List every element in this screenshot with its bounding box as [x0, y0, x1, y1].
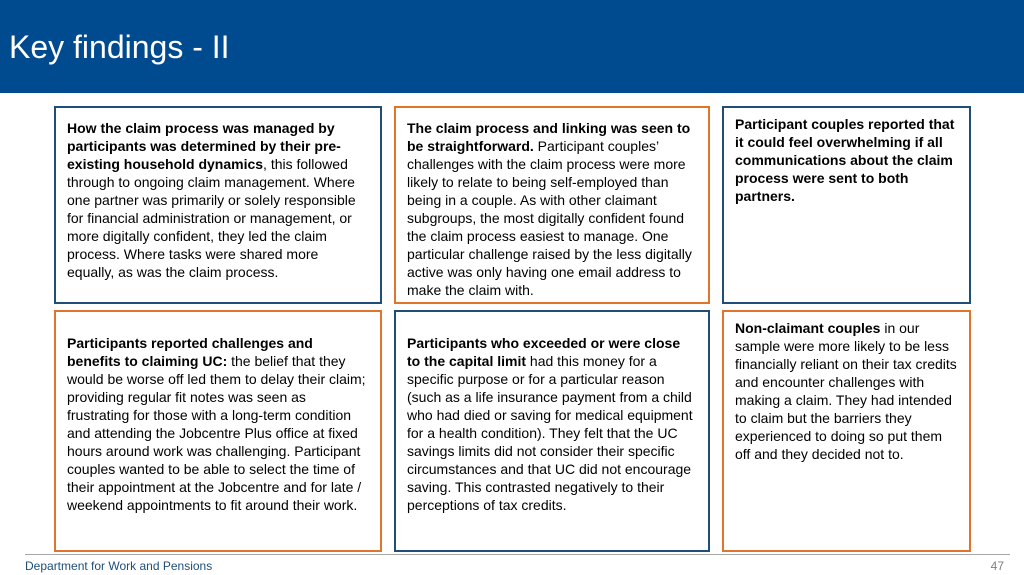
finding-card-bold: Participants reported challenges and benefits to claiming UC: — [67, 335, 313, 369]
finding-card-non-claimants — [722, 310, 971, 552]
finding-card-bold: Non-claimant couples — [735, 320, 881, 336]
page-number: 47 — [990, 559, 1004, 573]
slide-header — [0, 0, 1024, 93]
slide-title: Key findings - II — [9, 29, 230, 65]
finding-card-bold: Participant couples reported that it could feel overwhelming if all communications about the claim process were sent to both partners. — [735, 116, 955, 204]
footer-divider — [25, 554, 1010, 555]
finding-card-text: , this followed through to ongoing claim management. Where one partner was primarily or solely responsible for financial administration or management, or more digitally confident, they led the claim process. Where tasks were shared more equally, as was the claim process. — [67, 156, 356, 280]
finding-card-household-dynamics — [54, 106, 382, 304]
finding-card-bold: Participants who exceeded or were close to the capital limit — [407, 335, 681, 369]
finding-card-challenges-benefits — [54, 310, 382, 552]
finding-card-bold: The claim process and linking was seen to be straightforward. — [407, 120, 691, 154]
finding-card-text: the belief that they would be worse off led them to delay their claim; providing regular fit notes was seen as frustrating for those with a long-term condition and attending the Jobcentre Plus office at fixed hours around work was challenging. Participant couples wanted to be able to select the time of their appointment at the Jobcentre and for late / weekend appointments to fit around their work. — [67, 353, 366, 513]
finding-card-text: Participant couples’ challenges with the claim process were more likely to relate to being self-employed than being in a couple. As with other claimant subgroups, the most digitally confident found the claim process easiest to manage. One particular challenge raised by the less digitally active was only having one email address to make the claim with. — [407, 138, 692, 298]
finding-card-bold: How the claim process was managed by participants was determined by their pre-existing household dynamics — [67, 120, 341, 172]
finding-card-text: had this money for a specific purpose or for a particular reason (such as a life insurance payment from a child who had died or saving for medical equipment for a health condition). They felt that the UC savings limits did not consider their specific circumstances and that UC did not encourage saving. This contrasted negatively to their perceptions of tax credits. — [407, 353, 693, 513]
footer-department: Department for Work and Pensions — [25, 559, 213, 573]
finding-card-text: in our sample were more likely to be less financially reliant on their tax credits and encounter challenges with making a claim. They had intended to claim but the barriers they experienced to doing so put them off and they decided not to. — [735, 320, 957, 462]
finding-card-communications — [722, 106, 971, 304]
finding-card-capital-limit — [394, 310, 710, 552]
finding-card-claim-process — [394, 106, 710, 304]
